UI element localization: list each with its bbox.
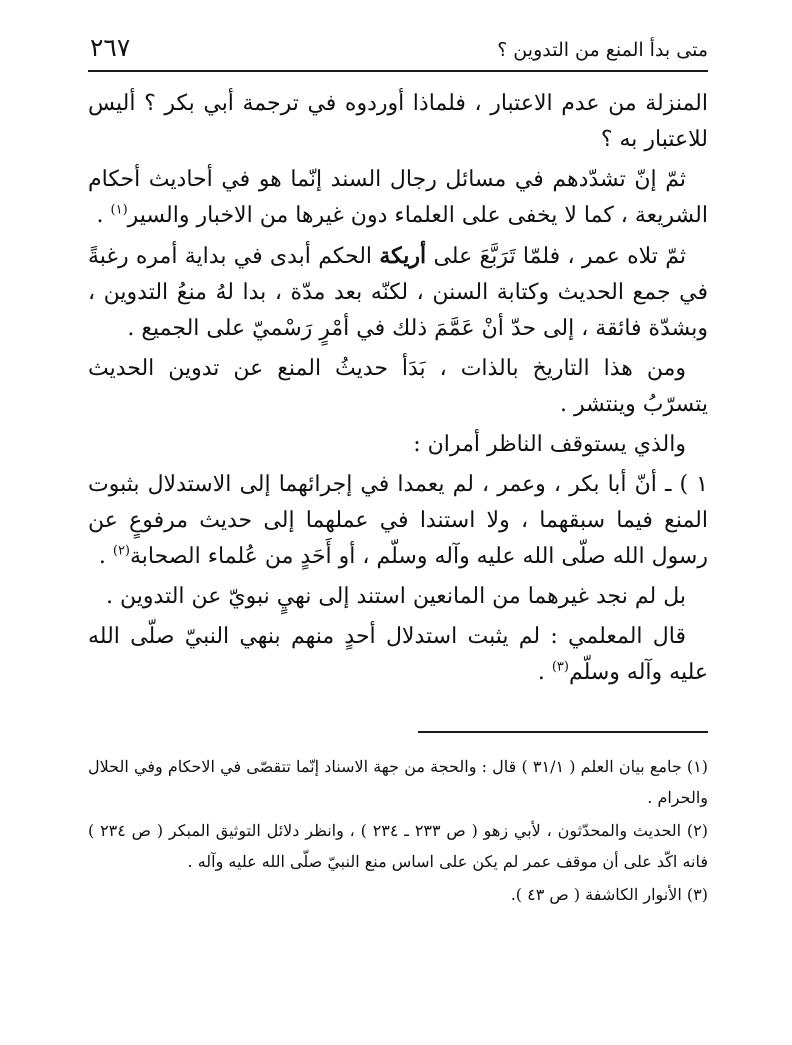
footnote-ref-2: (٢) xyxy=(112,543,130,559)
book-page xyxy=(88,30,708,1020)
paragraph-3-start: ثمّ تلاه عمر ، فلمّا تَرَبَّعَ على xyxy=(426,244,687,269)
paragraph-3 xyxy=(88,238,708,347)
page-number: ٢٦٧ xyxy=(90,33,131,62)
footnote-2: (٢) الحديث والمحدّثون ، لأبي زهو ( ص ٢٣٣ ـ ٢٣٤ ) ، وانظر دلائل التوثيق المبكر ( ص ٢٣٤ ) فانه اكّد على أن موقف عمر لم يكن على اساس منع النبيّ صلّى الله عليه وآله . xyxy=(88,821,709,871)
paragraph-8 xyxy=(88,619,708,691)
main-text xyxy=(88,86,708,691)
paragraph-2-text: ثمّ إنّ تشدّدهم في مسائل رجال السند إنّما هو في أحاديث أحكام الشريعة ، كما لا يخفى على العلماء دون غيرها من الاخبار والسير xyxy=(88,167,708,228)
paragraph-7: بل لم نجد غيرهما من المانعين استند إلى نهيٍ نبويّ عن التدوين . xyxy=(106,584,686,609)
paragraph-6 xyxy=(88,467,708,575)
paragraph-3-emphasis: أريكة xyxy=(379,243,427,269)
paragraph-5: والذي يستوقف الناظر أمران : xyxy=(413,432,686,457)
page-header xyxy=(88,30,708,72)
paragraph-2-end: . xyxy=(96,203,111,228)
paragraph-6-text: ١ ) ـ أنّ أبا بكر ، وعمر ، لم يعمدا في إجرائهما إلى الاستدلال بثبوت المنع فيما سبقهما ، ولا استندا في عملهما إلى حديث مرفوعٍ عن رسول الله صلّى الله عليه وآله وسلّم ، أو أَحَدٍ من عُلماء الصحابة xyxy=(88,472,708,569)
paragraph-8-end: . xyxy=(537,660,552,685)
footnote-1: (١) جامع بيان العلم ( ٣١/١ ) قال : والحجة من جهة الاسناد إنّما تتقصّى في الاحكام وفي الحلال والحرام . xyxy=(88,757,709,807)
paragraph-8-text: قال المعلمي : لم يثبت استدلال أحدٍ منهم بنهي النبيّ صلّى الله عليه وآله وسلّم xyxy=(88,624,708,685)
footnote-ref-1: (١) xyxy=(110,202,128,218)
footnote-3: (٣) الأنوار الكاشفة ( ص ٤٣ ). xyxy=(510,885,708,904)
paragraph-1: المنزلة من عدم الاعتبار ، فلماذا أوردوه في ترجمة أبي بكر ؟ أليس للاعتبار به ؟ xyxy=(88,91,708,152)
paragraph-6-end: . xyxy=(98,544,113,569)
footnote-ref-3: (٣) xyxy=(551,659,569,675)
running-title: متى بدأ المنع من التدوين ؟ xyxy=(497,39,708,61)
paragraph-3-end: الحكم أبدى في بداية أمره رغبةً في جمع الحديث وكتابة السنن ، لكنّه بعد مدّة ، بدا لهُ منعُ التدوين ، وبشدّة فائقة ، إلى حدّ أنْ عَمَّمَ ذلك في أمْرٍ رَسْميّ على الجميع . xyxy=(88,244,708,341)
footnotes xyxy=(88,751,708,910)
paragraph-4: ومن هذا التاريخ بالذات ، بَدَأ حديثُ المنع عن تدوين الحديث يتسرّبُ وينتشر . xyxy=(88,356,708,417)
paragraph-2 xyxy=(88,162,708,234)
footnote-divider xyxy=(418,731,708,733)
